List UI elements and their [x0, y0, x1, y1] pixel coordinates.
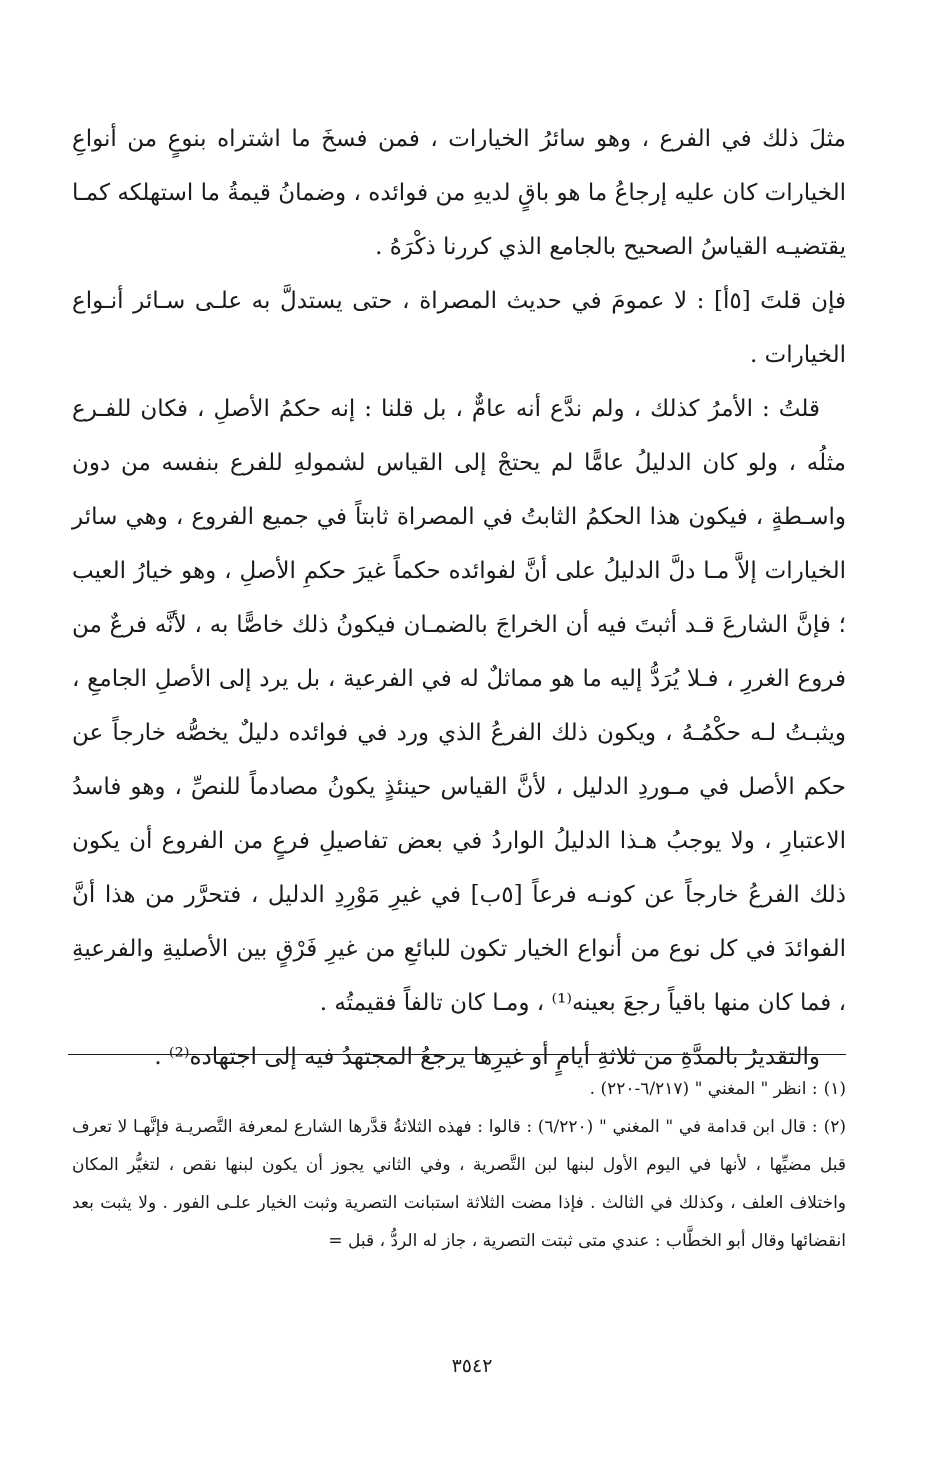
paragraph-4: والتقديرُ بالمدَّةِ من ثلاثةِ أيامٍ أو غيرِها يرجعُ المجتهدُ فيه إلى اجتهاده⁽²⁾ . — [154, 1044, 820, 1070]
paragraph-2: فإن قلتَ [٥أ] : لا عمومَ في حديث المصراة ، حتى يستدلَّ به علـى سـائر أنـواع الخيارات . — [72, 288, 846, 368]
footnote-text: : انظر " المغني " (٦/٢١٧-٢٢٠) . — [589, 1079, 818, 1099]
footnote-1 — [72, 1070, 846, 1108]
footnotes — [72, 1070, 846, 1260]
footnote-number: (١) — [823, 1079, 846, 1099]
paragraph-1: مثلَ ذلك في الفرع ، وهو سائرُ الخيارات ، فمن فسخَ ما اشتراه بنوعٍ من أنواعِ الخيارات كان عليه إرجاعُ ما هو باقٍ لديهِ من فوائده ، وضمانُ قيمةُ ما استهلكه كمـا يقتضيـه القياسُ الصحيح بالجامع الذي كررنا ذكْرَهُ . — [72, 126, 846, 260]
footnote-text: : قال ابن قدامة في " المغني " (٦/٢٢٠) : قالوا : فهذه الثلاثةُ قدَّرها الشارع لمعرفة التَّصريـة فإنَّهـا لا تعرف قبل مضيِّها ، لأنها في اليوم الأول لبنها لبن التَّصرية ، وفي الثاني يجوز أن يكون لبنها نقص ، لتغيُّر المكان واختلاف العلف ، وكذلك في الثالث . فإذا مضت الثلاثة استبانت التصرية وثبت الخيار علـى الفور . ولا يثبت بعد انقضائها وقال أبو الخطَّاب : عندي متى ثبتت التصرية ، جاز له الردُّ ، قبل = — [72, 1117, 846, 1251]
footnote-number: (٢) — [823, 1117, 846, 1137]
footnote-2 — [72, 1108, 846, 1260]
paragraph-3: قلتُ : الأمرُ كذلك ، ولم ندَّع أنه عامٌّ ، بل قلنا : إنه حكمُ الأصلِ ، فكان للفـرع مثلُه ، ولو كان الدليلُ عامًّا لم يحتجْ إلى القياس لشمولهِ للفرع بنفسه من دون واسـطةٍ ، فيكون هذا الحكمُ الثابتُ في المصراة ثابتاً في جميع الفروع ، وهي سائر الخيارات إلاَّ مـا دلَّ الدليلُ على أنَّ لفوائده حكماً غيرَ حكمِ الأصلِ ، وهو خيارُ العيب ؛ فإنَّ الشارعَ قـد أثبتَ فيه أن الخراجَ بالضمـان فيكونُ ذلك خاصًّا به ، لأنَّه فرعٌ من فروع الغررِ ، فـلا يُرَدُّ إليه ما هو مماثلٌ له في الفرعية ، بل يرد إلى الأصلِ الجامعِ ، ويثبـتُ لـه حكْمُـهُ ، ويكون ذلك الفرعُ الذي ورد في فوائده دليلٌ يخصُّه خارجاً عن حكم الأصل في مـوردِ الدليل ، لأنَّ القياس حينئذٍ يكونُ مصادماً للنصِّ ، وهو فاسدُ الاعتبارِ ، ولا يوجبُ هـذا الدليلُ الواردُ في بعض تفاصيلِ فرعٍ من الفروع أن يكون ذلك الفرعُ خارجاً عن كونـه فرعاً [٥ب] في غيرِ مَوْرِدِ الدليل ، فتحرَّر من هذا أنَّ الفوائدَ في كل نوع من أنواع الخيار تكون للبائعِ من غيرِ فَرْقٍ بين الأصليةِ والفرعيةِ ، فما كان منها باقياً رجعَ بعينه⁽¹⁾ ، ومـا كان تالفاً فقيمتُه . — [72, 396, 846, 1016]
footnote-divider — [68, 1054, 846, 1055]
page-number: ٣٥٤٢ — [451, 1355, 493, 1377]
main-text — [72, 112, 846, 1084]
